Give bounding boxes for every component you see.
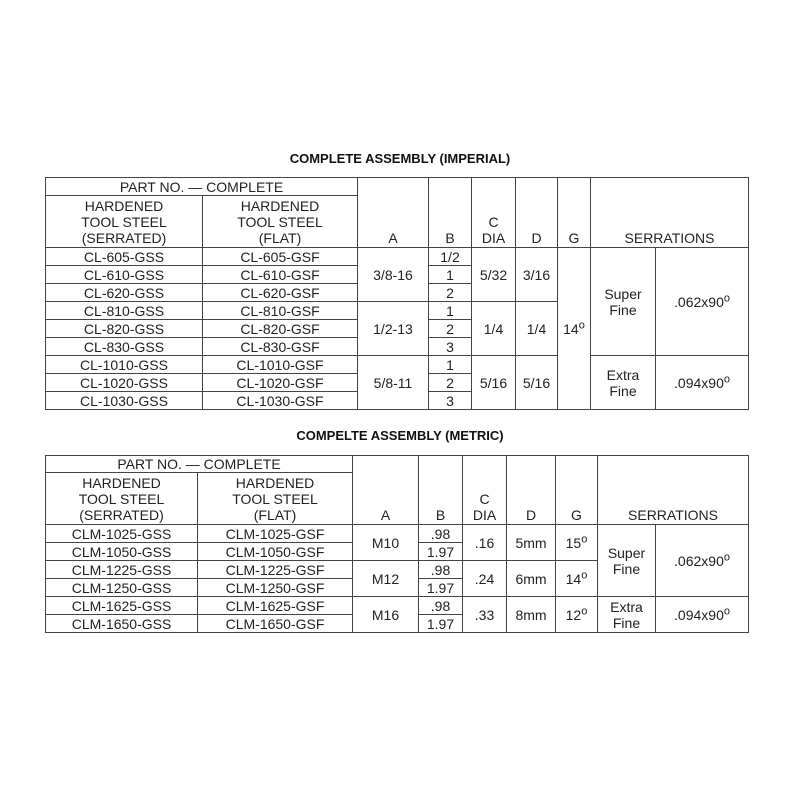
table-cell-serrated: CL-610-GSS: [46, 266, 203, 284]
table-cell-a: M12: [353, 561, 419, 597]
col-g-header: G: [556, 456, 598, 525]
table-cell-d: 6mm: [507, 561, 556, 597]
table-cell-b: 2: [429, 284, 472, 302]
table-cell-a: M16: [353, 597, 419, 633]
table-cell-serrated: CL-810-GSS: [46, 302, 203, 320]
col-d-header: D: [516, 178, 558, 248]
table-cell-flat: CLM-1225-GSF: [198, 561, 353, 579]
table-cell-a: 1/2-13: [358, 302, 429, 356]
imperial-title: COMPLETE ASSEMBLY (IMPERIAL): [289, 151, 511, 166]
table-cell-b: 2: [429, 374, 472, 392]
col-g-header: G: [558, 178, 591, 248]
table-cell-g: 14$^o$: [556, 561, 598, 597]
table-cell-serrated: CL-1010-GSS: [46, 356, 203, 374]
table-cell-d: 5mm: [507, 525, 556, 561]
flat-header: HARDENED TOOL STEEL (FLAT): [198, 473, 353, 525]
metric-title: COMPELTE ASSEMBLY (METRIC): [296, 428, 504, 443]
table-cell-flat: CLM-1650-GSF: [198, 615, 353, 633]
table-cell-c: 1/4: [472, 302, 516, 356]
col-c-header: C DIA: [463, 456, 507, 525]
table-cell-b: 1.97: [419, 579, 463, 597]
serration-spec: .094x90$^o$: [656, 597, 749, 633]
table-cell-d: 5/16: [516, 356, 558, 410]
table-cell-serrated: CL-620-GSS: [46, 284, 203, 302]
part-no-header: PART NO. — COMPLETE: [46, 178, 358, 196]
col-b-header: B: [429, 178, 472, 248]
table-cell-b: 1: [429, 356, 472, 374]
table-cell-flat: CLM-1250-GSF: [198, 579, 353, 597]
col-c-header: C DIA: [472, 178, 516, 248]
table-cell-d: 1/4: [516, 302, 558, 356]
table-cell-c: .24: [463, 561, 507, 597]
col-a-header: A: [353, 456, 419, 525]
table-cell-b: 1: [429, 266, 472, 284]
serration-spec: .062x90$^o$: [656, 525, 749, 597]
serrated-header: HARDENED TOOL STEEL (SERRATED): [46, 473, 198, 525]
table-cell-c: .33: [463, 597, 507, 633]
table-cell-serrated: CL-820-GSS: [46, 320, 203, 338]
serration-type: Extra Fine: [591, 356, 656, 410]
flat-header: HARDENED TOOL STEEL (FLAT): [203, 196, 358, 248]
table-cell-flat: CLM-1625-GSF: [198, 597, 353, 615]
table-cell-serrated: CLM-1625-GSS: [46, 597, 198, 615]
table-cell-b: 1: [429, 302, 472, 320]
serrations-header: SERRATIONS: [591, 178, 749, 248]
table-cell-serrated: CLM-1050-GSS: [46, 543, 198, 561]
col-b-header: B: [419, 456, 463, 525]
part-no-header: PART NO. — COMPLETE: [46, 456, 353, 473]
serration-type: Extra Fine: [598, 597, 656, 633]
table-cell-b: 1.97: [419, 543, 463, 561]
table-cell-flat: CL-1010-GSF: [203, 356, 358, 374]
serration-spec: .094x90$^o$: [656, 356, 749, 410]
serration-spec: .062x90$^o$: [656, 248, 749, 356]
serrations-header: SERRATIONS: [598, 456, 749, 525]
table-cell-flat: CL-820-GSF: [203, 320, 358, 338]
table-cell-serrated: CLM-1225-GSS: [46, 561, 198, 579]
table-cell-serrated: CL-1030-GSS: [46, 392, 203, 410]
col-d-header: D: [507, 456, 556, 525]
table-cell-a: 3/8-16: [358, 248, 429, 302]
serration-type: Super Fine: [598, 525, 656, 597]
table-cell-c: 5/32: [472, 248, 516, 302]
table-cell-flat: CL-610-GSF: [203, 266, 358, 284]
table-cell-d: 8mm: [507, 597, 556, 633]
table-cell-flat: CL-830-GSF: [203, 338, 358, 356]
serrated-header: HARDENED TOOL STEEL (SERRATED): [46, 196, 203, 248]
table-cell-serrated: CL-1020-GSS: [46, 374, 203, 392]
table-cell-flat: CL-1020-GSF: [203, 374, 358, 392]
table-cell-g: 12$^o$: [556, 597, 598, 633]
table-cell-b: .98: [419, 561, 463, 579]
imperial-table: [45, 177, 749, 410]
table-cell-c: 5/16: [472, 356, 516, 410]
table-cell-c: .16: [463, 525, 507, 561]
table-cell-serrated: CLM-1250-GSS: [46, 579, 198, 597]
table-cell-flat: CL-1030-GSF: [203, 392, 358, 410]
table-cell-serrated: CLM-1650-GSS: [46, 615, 198, 633]
table-cell-g: 15$^o$: [556, 525, 598, 561]
table-cell-b: 2: [429, 320, 472, 338]
table-cell-b: .98: [419, 525, 463, 543]
table-cell-a: M10: [353, 525, 419, 561]
table-cell-g: 14$^o$: [558, 248, 591, 410]
table-cell-flat: CLM-1050-GSF: [198, 543, 353, 561]
table-cell-serrated: CL-605-GSS: [46, 248, 203, 266]
table-cell-b: 3: [429, 338, 472, 356]
table-cell-flat: CLM-1025-GSF: [198, 525, 353, 543]
table-cell-b: 3: [429, 392, 472, 410]
col-a-header: A: [358, 178, 429, 248]
table-cell-d: 3/16: [516, 248, 558, 302]
serration-type: Super Fine: [591, 248, 656, 356]
table-cell-a: 5/8-11: [358, 356, 429, 410]
table-cell-b: .98: [419, 597, 463, 615]
table-cell-flat: CL-620-GSF: [203, 284, 358, 302]
table-cell-flat: CL-605-GSF: [203, 248, 358, 266]
metric-table: [45, 455, 749, 633]
table-cell-b: 1/2: [429, 248, 472, 266]
table-cell-b: 1.97: [419, 615, 463, 633]
table-cell-flat: CL-810-GSF: [203, 302, 358, 320]
table-cell-serrated: CLM-1025-GSS: [46, 525, 198, 543]
table-cell-serrated: CL-830-GSS: [46, 338, 203, 356]
